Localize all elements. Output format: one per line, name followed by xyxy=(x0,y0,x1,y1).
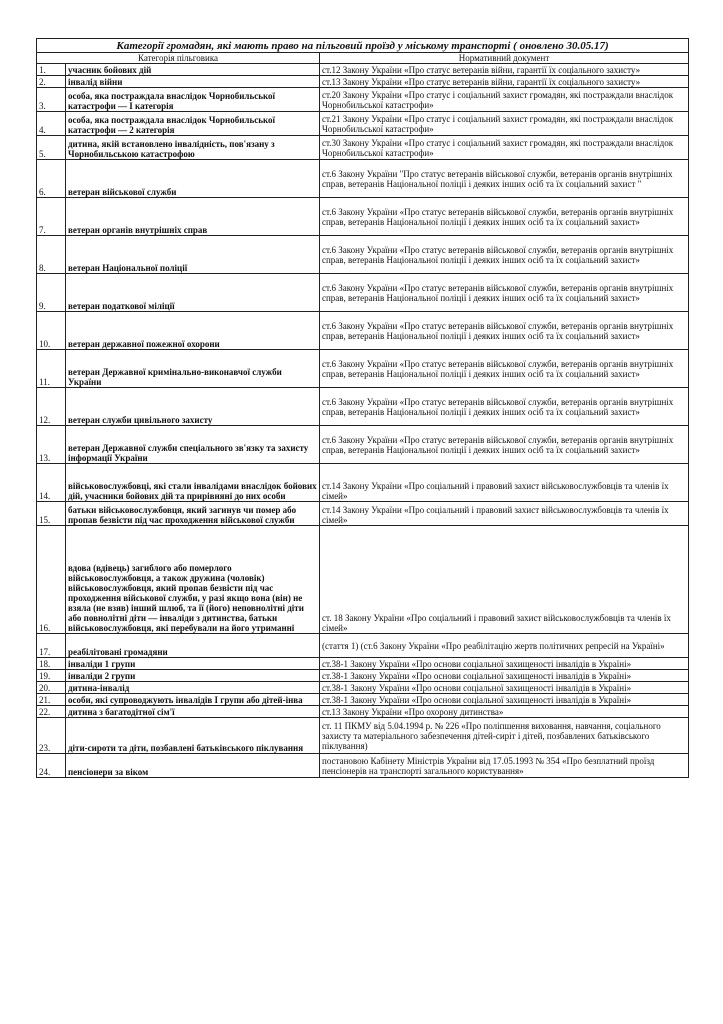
table-row xyxy=(37,754,689,778)
table-row xyxy=(37,312,689,350)
row-category: дитина-інвалід xyxy=(66,682,320,694)
row-number: 8. xyxy=(37,236,66,274)
row-number: 2. xyxy=(37,76,66,88)
table-row xyxy=(37,502,689,526)
row-number: 22. xyxy=(37,706,66,718)
table-row xyxy=(37,634,689,658)
row-category: учасник бойових дій xyxy=(66,64,320,76)
column-header-category: Категорія пільговика xyxy=(37,53,320,64)
row-category: дитина з багатодітної сім'ї xyxy=(66,706,320,718)
table-row xyxy=(37,64,689,76)
row-category: ветеран військової служби xyxy=(66,160,320,198)
row-number: 4. xyxy=(37,112,66,136)
table-title: Категорії громадян, які мають право на пільговий проїзд у міському транспорті ( оновлено 30.05.17) xyxy=(37,39,689,53)
row-document: ст.13 Закону України «Про охорону дитинства» xyxy=(320,706,689,718)
row-category: особа, яка постраждала внаслідок Чорнобильської катастрофи — І категорія xyxy=(66,88,320,112)
row-category: дитина, якій встановлено інвалідність, пов'язану з Чорнобильською катастрофою xyxy=(66,136,320,160)
row-number: 18. xyxy=(37,658,66,670)
row-document: ст.14 Закону України «Про соціальний і правовий захист військовослужбовців та членів їх сімей» xyxy=(320,464,689,502)
row-number: 17. xyxy=(37,634,66,658)
table-row xyxy=(37,706,689,718)
table-row xyxy=(37,658,689,670)
row-number: 14. xyxy=(37,464,66,502)
table-row xyxy=(37,464,689,502)
row-document: ст.6 Закону України «Про статус ветеранів військової служби, ветеранів органів внутрішніх справ, ветеранів Національної поліції і деяких інших осіб та їх соціальний захист» xyxy=(320,426,689,464)
row-category: інваліди 2 групи xyxy=(66,670,320,682)
row-number: 7. xyxy=(37,198,66,236)
table-row xyxy=(37,426,689,464)
row-document: ст.6 Закону України "Про статус ветеранів військової служби, ветеранів органів внутрішніх справ, ветеранів Національної поліції і деяких інших осіб та їх соціальний захист " xyxy=(320,160,689,198)
row-document: ст.6 Закону України «Про статус ветеранів військової служби, ветеранів органів внутрішніх справ, ветеранів Національної поліції і деяких інших осіб та їх соціальний захист» xyxy=(320,274,689,312)
row-number: 9. xyxy=(37,274,66,312)
row-document: ст. 18 Закону України «Про соціальний і правовий захист військовослужбовців та членів їх сімей» xyxy=(320,526,689,634)
row-number: 16. xyxy=(37,526,66,634)
row-document: ст.6 Закону України «Про статус ветеранів військової служби, ветеранів органів внутрішніх справ, ветеранів Національної поліції і деяких інших осіб та їх соціальний захист» xyxy=(320,312,689,350)
row-document: (стаття 1) (ст.6 Закону України «Про реабілітацію жертв політичних репресій на Україні» xyxy=(320,634,689,658)
row-category: особи, які супроводжують інвалідів І групи або дітей-інва xyxy=(66,694,320,706)
row-document: ст.20 Закону України «Про статус і соціальний захист громадян, які постраждали внаслідок Чорнобильської катастрофи» xyxy=(320,88,689,112)
row-document: ст.6 Закону України «Про статус ветеранів військової служби, ветеранів органів внутрішніх справ, ветеранів Національної поліції і деяких інших осіб та їх соціальний захист» xyxy=(320,388,689,426)
row-number: 1. xyxy=(37,64,66,76)
table-row xyxy=(37,526,689,634)
row-document: ст.6 Закону України «Про статус ветеранів військової служби, ветеранів органів внутрішніх справ, ветеранів Національної поліції і деяких інших осіб та їх соціальний захист» xyxy=(320,236,689,274)
table-row xyxy=(37,112,689,136)
row-document: ст.38-1 Закону України «Про основи соціальної захищеності інвалідів в Україні» xyxy=(320,670,689,682)
row-category: ветеран служби цивільного захисту xyxy=(66,388,320,426)
row-category: пенсіонери за віком xyxy=(66,754,320,778)
row-category: ветеран Національної поліції xyxy=(66,236,320,274)
table-row xyxy=(37,76,689,88)
row-document: постановою Кабінету Міністрів України від 17.05.1993 № 354 «Про безплатний проїзд пенсіонерів на транспорті загального користування» xyxy=(320,754,689,778)
table-row xyxy=(37,682,689,694)
table-row xyxy=(37,136,689,160)
row-document: ст.21 Закону України «Про статус і соціальний захист громадян, які постраждали внаслідок Чорнобильської катастрофи» xyxy=(320,112,689,136)
row-number: 20. xyxy=(37,682,66,694)
row-category: ветеран органів внутрішніх справ xyxy=(66,198,320,236)
row-number: 24. xyxy=(37,754,66,778)
document-sheet xyxy=(36,38,688,778)
row-category: військовослужбовці, які стали інвалідами внаслідок бойових дій, учасники бойових дій та прирівняні до них особи xyxy=(66,464,320,502)
row-number: 10. xyxy=(37,312,66,350)
table-row xyxy=(37,236,689,274)
benefits-table xyxy=(36,38,689,778)
row-number: 6. xyxy=(37,160,66,198)
table-body xyxy=(37,64,689,778)
row-document: ст.30 Закону України «Про статус і соціальний захист громадян, які постраждали внаслідок Чорнобильської катастрофи» xyxy=(320,136,689,160)
row-document: ст. 11 ПКМУ від 5.04.1994 р. № 226 «Про поліпшення виховання, навчання, соціального захисту та матеріального забезпечення дітей-сиріт і дітей, позбавлених батьківського піклування) xyxy=(320,718,689,754)
row-category: вдова (вдівець) загиблого або померлого військовослужбовця, а також дружина (чоловік) військовослужбовця, який пропав безвісти під час проходження військової служби, у разі якщо вона (він) не взяла (не взяв) інший шлюб, та її (його) неповнолітні діти або повнолітні діти — інваліди з дитинства, батьки військовослужбовця, які перебували на його утриманні xyxy=(66,526,320,634)
row-document: ст.38-1 Закону України «Про основи соціальної захищеності інвалідів в Україні» xyxy=(320,682,689,694)
row-category: інваліди 1 групи xyxy=(66,658,320,670)
row-number: 19. xyxy=(37,670,66,682)
table-row xyxy=(37,160,689,198)
row-category: батьки військовослужбовця, який загинув чи помер або пропав безвісти під час проходження військової служби xyxy=(66,502,320,526)
table-row xyxy=(37,670,689,682)
row-number: 15. xyxy=(37,502,66,526)
row-category: особа, яка постраждала внаслідок Чорнобильської катастрофи — 2 категорія xyxy=(66,112,320,136)
row-document: ст.38-1 Закону України «Про основи соціальної захищеності інвалідів в Україні» xyxy=(320,694,689,706)
row-number: 12. xyxy=(37,388,66,426)
row-document: ст.14 Закону України «Про соціальний і правовий захист військовослужбовців та членів їх сімей» xyxy=(320,502,689,526)
row-category: діти-сироти та діти, позбавлені батьківського піклування xyxy=(66,718,320,754)
row-category: ветеран податкової міліції xyxy=(66,274,320,312)
row-number: 11. xyxy=(37,350,66,388)
row-document: ст.12 Закону України «Про статус ветеранів війни, гарантії їх соціального захисту» xyxy=(320,64,689,76)
row-number: 3. xyxy=(37,88,66,112)
row-category: ветеран Державної кримінально-виконавчої служби України xyxy=(66,350,320,388)
row-document: ст.13 Закону України «Про статус ветеранів війни, гарантії їх соціального захисту» xyxy=(320,76,689,88)
row-category: реабілітовані громадяни xyxy=(66,634,320,658)
row-category: ветеран державної пожежної охорони xyxy=(66,312,320,350)
table-row xyxy=(37,718,689,754)
row-number: 13. xyxy=(37,426,66,464)
row-category: ветеран Державної служби спеціального зв'язку та захисту інформації України xyxy=(66,426,320,464)
row-document: ст.38-1 Закону України «Про основи соціальної захищеності інвалідів в Україні» xyxy=(320,658,689,670)
row-document: ст.6 Закону України «Про статус ветеранів військової служби, ветеранів органів внутрішніх справ, ветеранів Національної поліції і деяких інших осіб та їх соціальний захист» xyxy=(320,198,689,236)
table-row xyxy=(37,350,689,388)
table-row xyxy=(37,694,689,706)
row-category: інвалід війни xyxy=(66,76,320,88)
row-number: 23. xyxy=(37,718,66,754)
column-header-document: Нормативний документ xyxy=(320,53,689,64)
table-row xyxy=(37,198,689,236)
row-document: ст.6 Закону України «Про статус ветеранів військової служби, ветеранів органів внутрішніх справ, ветеранів Національної поліції і деяких інших осіб та їх соціальний захист» xyxy=(320,350,689,388)
table-row xyxy=(37,388,689,426)
row-number: 5. xyxy=(37,136,66,160)
table-row xyxy=(37,88,689,112)
table-row xyxy=(37,274,689,312)
row-number: 21. xyxy=(37,694,66,706)
